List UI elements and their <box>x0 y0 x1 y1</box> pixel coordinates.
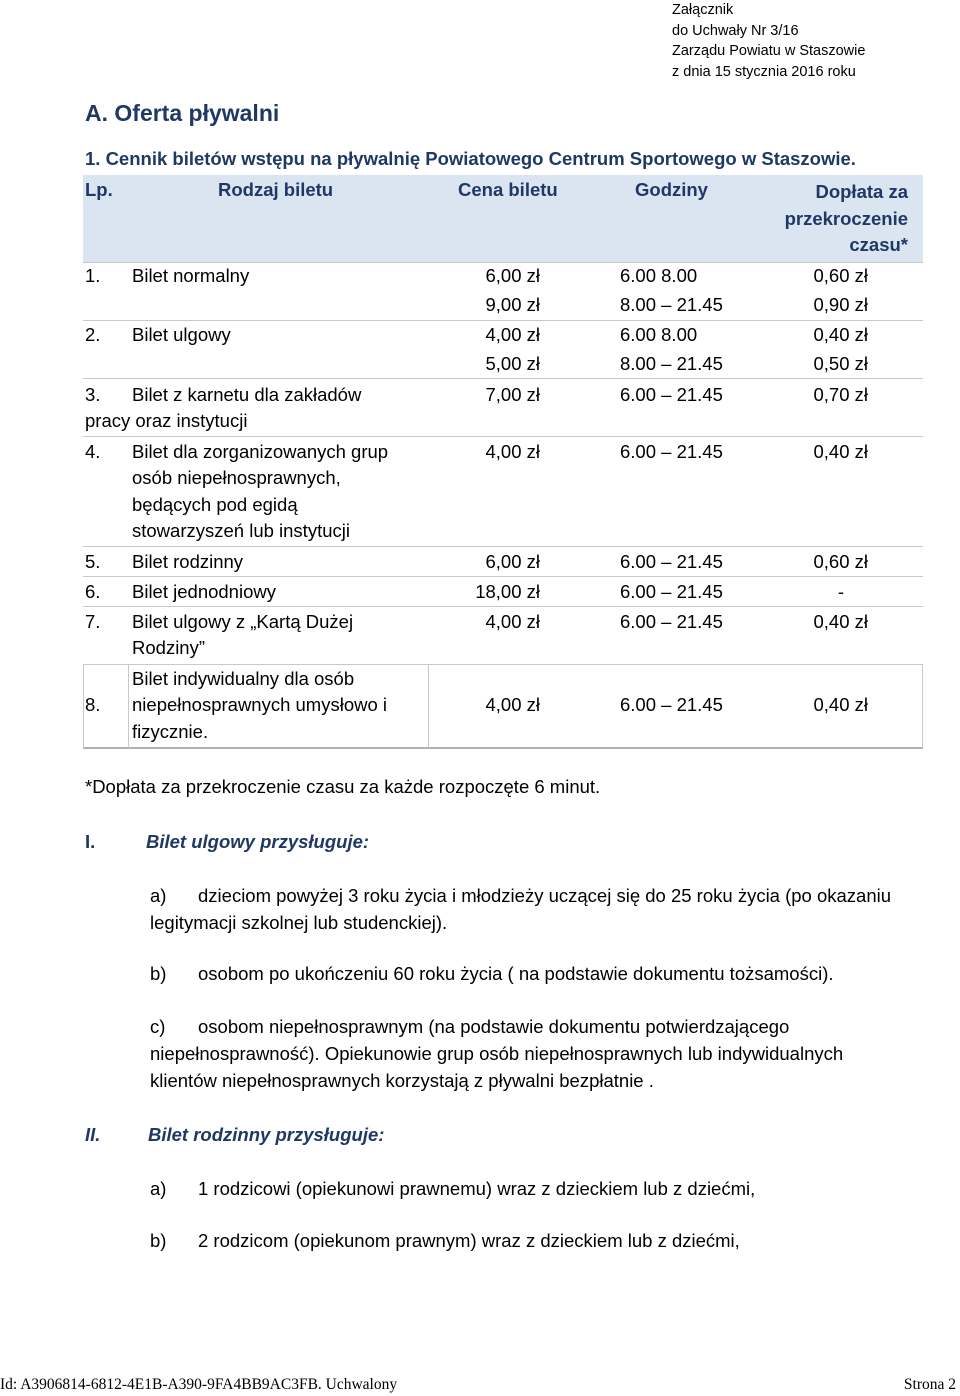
row-surcharge: 0,90 zł <box>813 294 868 315</box>
row-ticket-name-cont: fizycznie. <box>132 721 209 742</box>
row-hours: 6.00 – 21.45 <box>620 551 723 572</box>
row-surcharge: 0,60 zł <box>813 551 868 572</box>
row-hours: 6.00 – 21.45 <box>620 441 723 462</box>
row-price: 18,00 zł <box>475 581 540 602</box>
row-price: 5,00 zł <box>485 353 540 374</box>
row-price: 4,00 zł <box>485 324 540 345</box>
row-ticket-name-cont: niepełnosprawnych umysłowo i <box>132 694 388 715</box>
row-lp: 5. <box>85 551 101 572</box>
row-ticket-name: Bilet dla zorganizowanych grup <box>132 441 389 462</box>
table-divider <box>83 606 923 607</box>
row-ticket-name: Bilet normalny <box>132 265 250 286</box>
section-heading <box>148 1124 384 1146</box>
row-surcharge: 0,40 zł <box>813 441 868 462</box>
row-ticket-name: Bilet jednodniowy <box>132 581 276 602</box>
list-item-text: osobom niepełnosprawnym (na podstawie dokumentu potwierdzającego niepełnosprawność). Opiekunowie grup osób niepełnosprawnych lub indywidualnych klientów niepełnosprawnych korzystają z pływalni bezpłatnie . <box>150 1016 844 1091</box>
row-surcharge: 0,40 zł <box>813 611 868 632</box>
list-item-label: a) <box>150 885 167 906</box>
list-item-label: b) <box>150 963 167 984</box>
table-bottom-border <box>83 747 923 749</box>
row-hours: 6.00 – 21.45 <box>620 694 723 715</box>
row-hours: 6.00 8.00 <box>620 324 698 345</box>
row-ticket-name-cont: osób niepełnosprawnych, <box>132 467 341 488</box>
section-number: I. <box>85 831 96 852</box>
table-divider <box>83 436 923 437</box>
table-col-divider <box>128 664 129 748</box>
attachment-line: Zarządu Powiatu w Staszowie <box>672 43 866 59</box>
table-border-left <box>83 664 84 748</box>
row-price: 6,00 zł <box>485 551 540 572</box>
row-lp: 7. <box>85 611 101 632</box>
section-heading <box>146 831 369 853</box>
list-item <box>150 1013 910 1094</box>
row-hours: 6.00 – 21.45 <box>620 611 723 632</box>
row-lp: 1. <box>85 265 101 286</box>
row-lp: 8. <box>85 694 101 715</box>
row-surcharge: 0,40 zł <box>813 694 868 715</box>
row-ticket-name: Bilet rodzinny <box>132 551 244 572</box>
row-price: 7,00 zł <box>485 384 540 405</box>
table-divider <box>83 664 923 665</box>
table-divider <box>83 546 923 547</box>
list-item-label: a) <box>150 1178 167 1199</box>
row-surcharge: 0,40 zł <box>813 324 868 345</box>
row-price: 9,00 zł <box>485 294 540 315</box>
attachment-line: do Uchwały Nr 3/16 <box>672 22 799 39</box>
list-item <box>150 960 910 987</box>
section-heading-text: Bilet ulgowy przysługuje: <box>146 831 370 852</box>
row-ticket-name: Bilet ulgowy <box>132 324 231 345</box>
row-lp: 2. <box>85 324 101 345</box>
document-id: Id: A3906814-6812-4E1B-A390-9FA4BB9AC3FB. Uchwalony <box>0 1376 398 1393</box>
attachment-line: z dnia 15 stycznia 2016 roku <box>672 63 856 80</box>
list-item-text: dzieciom powyżej 3 roku życia i młodzieży uczącej się do 25 roku życia (po okazaniu legitymacji szkolnej lub studenckiej). <box>150 885 892 933</box>
list-item-text: 1 rodzicowi (opiekunowi prawnemu) wraz z dzieckiem lub z dziećmi, <box>198 1178 756 1199</box>
list-item <box>150 1175 910 1202</box>
row-surcharge: - <box>837 581 844 602</box>
row-ticket-name: Bilet ulgowy z „Kartą Dużej <box>132 611 354 632</box>
row-hours: 6.00 – 21.45 <box>620 384 723 405</box>
row-ticket-name-cont: będących pod egidą <box>132 494 298 515</box>
table-divider <box>83 320 923 321</box>
row-lp: 3. <box>85 384 101 405</box>
row-price: 6,00 zł <box>485 265 540 286</box>
page-number: Strona 2 <box>903 1376 956 1393</box>
row-lp: 4. <box>85 441 101 462</box>
price-list-title: 1. Cennik biletów wstępu na pływalnię Powiatowego Centrum Sportowego w Staszowie. <box>85 148 856 169</box>
table-divider <box>83 576 923 577</box>
header-lp: Lp. <box>85 179 113 200</box>
row-ticket-name-cont: pracy oraz instytucji <box>85 410 248 431</box>
row-surcharge: 0,60 zł <box>813 265 868 286</box>
row-ticket-name-cont: stowarzyszeń lub instytucji <box>132 520 350 541</box>
row-ticket-name: Bilet z karnetu dla zakładów <box>132 384 362 405</box>
list-item-text: 2 rodzicom (opiekunom prawnym) wraz z dzieckiem lub z dziećmi, <box>198 1230 740 1251</box>
row-hours: 6.00 8.00 <box>620 265 698 286</box>
header-price: Cena biletu <box>458 179 558 200</box>
attachment-line: Załącznik <box>672 2 734 18</box>
list-item <box>150 882 910 936</box>
table-divider <box>83 378 923 379</box>
list-item-label: b) <box>150 1230 167 1251</box>
section-title: A. Oferta pływalni <box>85 100 280 126</box>
list-item-label: c) <box>150 1016 166 1037</box>
row-surcharge: 0,50 zł <box>813 353 868 374</box>
row-hours: 8.00 – 21.45 <box>620 353 723 374</box>
header-surcharge: Dopłata za przekroczenie czasu* <box>784 181 908 255</box>
table-border-right <box>922 664 923 748</box>
row-ticket-name-cont: Rodziny” <box>132 637 205 658</box>
footnote: *Dopłata za przekroczenie czasu za każde rozpoczęte 6 minut. <box>85 776 601 797</box>
row-surcharge: 0,70 zł <box>813 384 868 405</box>
list-item-text: osobom po ukończeniu 60 roku życia ( na podstawie dokumentu tożsamości). <box>198 963 834 984</box>
header-hours: Godziny <box>635 179 708 200</box>
row-price: 4,00 zł <box>485 611 540 632</box>
section-heading-text: Bilet rodzinny przysługuje: <box>148 1124 385 1145</box>
table-header <box>83 175 923 263</box>
section-number: II. <box>85 1124 101 1145</box>
header-ticket-type: Rodzaj biletu <box>218 179 334 200</box>
row-hours: 8.00 – 21.45 <box>620 294 723 315</box>
attachment-note <box>672 0 865 82</box>
row-ticket-name: Bilet indywidualny dla osób <box>132 668 355 689</box>
row-hours: 6.00 – 21.45 <box>620 581 723 602</box>
row-lp: 6. <box>85 581 101 602</box>
list-item <box>150 1227 910 1254</box>
row-price: 4,00 zł <box>485 694 540 715</box>
row-price: 4,00 zł <box>485 441 540 462</box>
